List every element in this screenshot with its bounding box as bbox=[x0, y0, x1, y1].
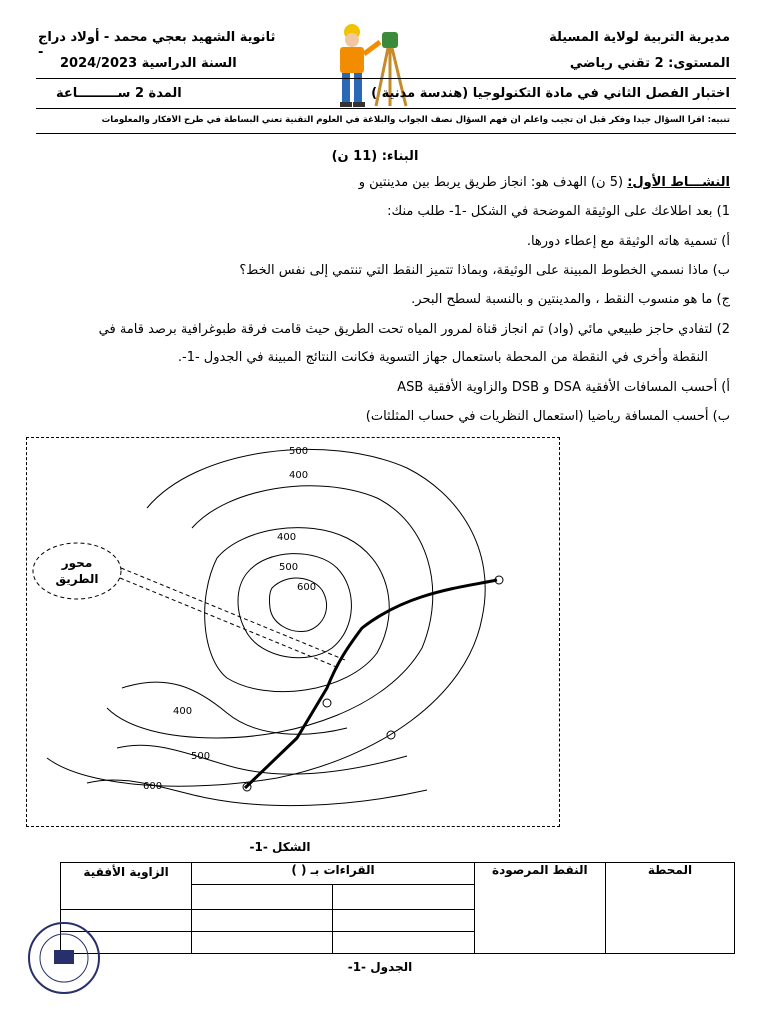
school-stamp bbox=[26, 920, 102, 996]
directorate-title: مديرية التربية لولاية المسيلة bbox=[549, 30, 730, 45]
contour-label: 500 bbox=[289, 446, 309, 457]
section-title: البناء: (11 ن) bbox=[331, 149, 419, 164]
table-cell bbox=[333, 885, 474, 910]
table-caption: الجدول -1- bbox=[347, 960, 413, 974]
topographic-map bbox=[26, 437, 560, 827]
col-angle: الزاوية الأفقية bbox=[61, 863, 192, 910]
contour-label: 400 bbox=[289, 470, 309, 481]
question-2-line2: النقطة وأخرى في النقطة من المحطة باستعمال جهاز التسوية فكانت النتائج المبينة في الجدول -1-. bbox=[177, 350, 708, 365]
question-1c: ج) ما هو منسوب النقط ، والمدينتين و بالنسبة لسطح البحر. bbox=[411, 292, 730, 307]
contour-label: 400 bbox=[277, 532, 297, 543]
question-2b: ب) أحسب المسافة رياضيا (استعمال النظريات في حساب المثلثات) bbox=[365, 409, 730, 424]
contour-label: 500 bbox=[191, 751, 211, 762]
exam-duration: المدة 2 ســـــــــاعة bbox=[56, 86, 182, 101]
contour-label: 500 bbox=[279, 562, 299, 573]
table-cell bbox=[333, 910, 474, 932]
road-axis-label: محور الطريق bbox=[55, 556, 99, 586]
question-1b: ب) ماذا نسمي الخطوط المبينة على الوثيقة، وبماذا تتميز النقط التي تنتمي إلى نفس الخط؟ bbox=[239, 263, 730, 278]
school-name: ثانوية الشهيد بعجي محمد - أولاد دراج - bbox=[38, 30, 276, 60]
level-label: المستوى: 2 تقني رياضي bbox=[569, 56, 730, 71]
question-2a: أ) أحسب المسافات الأفقية DSA و DSB والزاوية الأفقية ASB bbox=[397, 380, 730, 395]
activity-text: (5 ن) الهدف هو: انجاز طريق يربط بين مدينتين و bbox=[358, 175, 624, 190]
col-readings: القراءات بـ ( ) bbox=[192, 863, 475, 885]
exam-title: اختبار الفصل الثاني في مادة التكنولوجيا (هندسة مدنية ) bbox=[371, 86, 730, 101]
question-1a: أ) تسمية هاته الوثيقة مع إعطاء دورها. bbox=[526, 234, 730, 249]
question-2-line1: 2) لتفادي حاجز طبيعي مائي (واد) تم انجاز قناة لمرور المياه تحت الطريق حيث قامت فرقة طبوغرافية برصد قامة في bbox=[98, 322, 730, 337]
col-station: المحطة bbox=[605, 863, 734, 954]
table-cell bbox=[192, 932, 333, 954]
figure-caption: الشكل -1- bbox=[249, 840, 311, 854]
question-1: 1) بعد اطلاعك على الوثيقة الموضحة في الشكل -1- طلب منك: bbox=[387, 204, 730, 219]
contour-label: 600 bbox=[143, 781, 163, 792]
notice-text: تنبيه: اقرأ السؤال جيدا وفكر قبل أن تجيب واعلم أن فهم السؤال نصف الجواب والبلاغة في العلوم التقنية تعني البساطة في طرح الأفكار والمعلومات bbox=[101, 115, 730, 125]
school-year: السنة الدراسية 2024/2023 bbox=[60, 56, 237, 71]
table-cell bbox=[192, 910, 333, 932]
col-points: النقط المرصودة bbox=[474, 863, 605, 954]
contour-label: 600 bbox=[297, 582, 317, 593]
readings-table bbox=[60, 862, 735, 954]
activity-one bbox=[270, 175, 730, 190]
activity-label: النشـــاط الأول: bbox=[627, 175, 730, 190]
table-cell bbox=[333, 932, 474, 954]
table-cell bbox=[192, 885, 333, 910]
contour-label: 400 bbox=[173, 706, 193, 717]
